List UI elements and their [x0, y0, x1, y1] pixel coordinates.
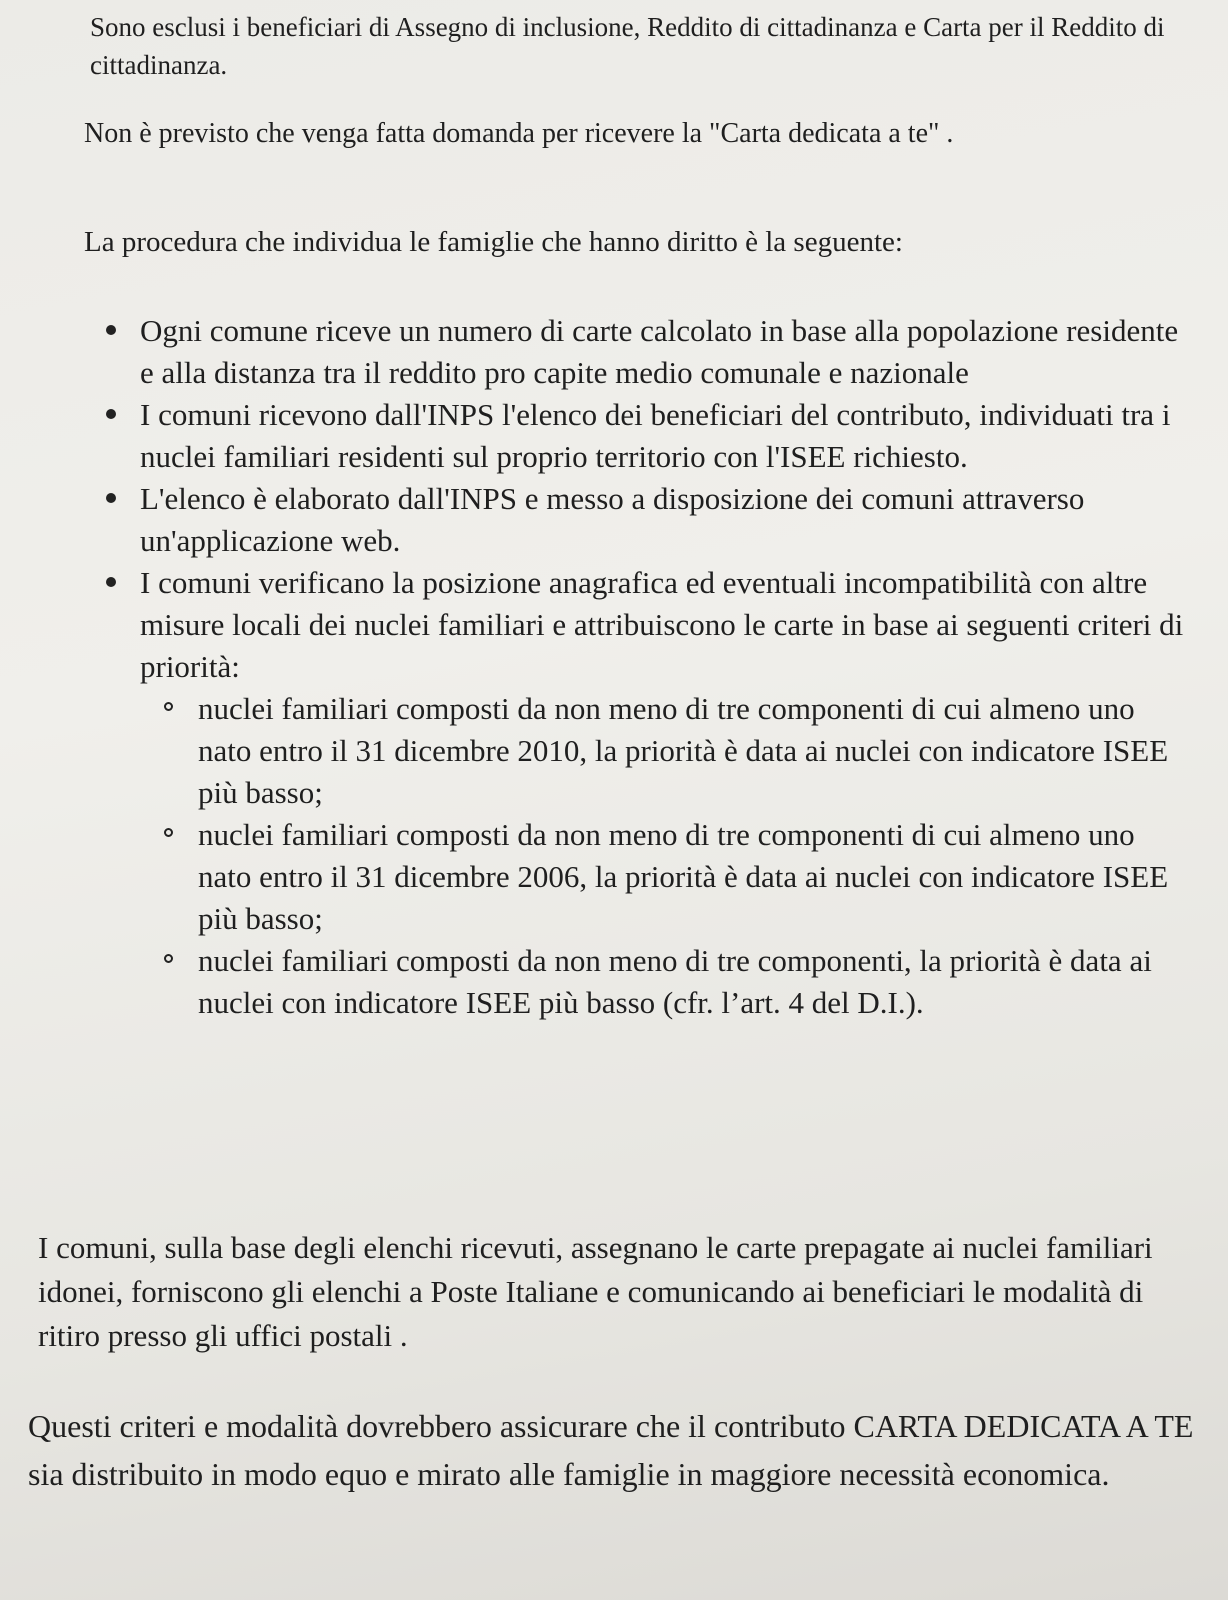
- paragraph-procedure-intro: La procedura che individua le famiglie che hanno diritto è la seguente:: [84, 226, 903, 258]
- priority-criteria-list: [140, 688, 1195, 1024]
- sub-bullet-text: nuclei familiari composti da non meno di tre componenti di cui almeno uno nato entro il 31 dicembre 2006, la priorità è data ai nuclei con indicatore ISEE più basso;: [198, 817, 1169, 936]
- hollow-circle-bullet-icon: [164, 828, 173, 837]
- filled-circle-bullet-icon: [106, 493, 116, 503]
- hollow-circle-bullet-icon: [164, 954, 173, 963]
- sub-bullet-item: [140, 814, 1195, 940]
- filled-circle-bullet-icon: [106, 577, 116, 587]
- sub-bullet-text: nuclei familiari composti da non meno di tre componenti, la priorità è data ai nuclei con indicatore ISEE più basso (cfr. l’art. 4 del D.I.).: [198, 943, 1152, 1020]
- bullet-text: Ogni comune riceve un numero di carte calcolato in base alla popolazione residente e alla distanza tra il reddito pro capite medio comunale e nazionale: [140, 313, 1179, 390]
- paragraph-conclusion: Questi criteri e modalità dovrebbero assicurare che il contributo CARTA DEDICATA A TE sia distribuito in modo equo e mirato alle famiglie in maggiore necessità economica.: [28, 1408, 1194, 1492]
- bullet-item: [100, 394, 1195, 478]
- procedure-bullet-list: [100, 310, 1195, 1024]
- bullet-item: [100, 310, 1195, 394]
- bullet-text: I comuni verificano la posizione anagrafica ed eventuali incompatibilità con altre misure locali dei nuclei familiari e attribuiscono le carte in base ai seguenti criteri di priorità:: [140, 565, 1184, 684]
- bullet-text: L'elenco è elaborato dall'INPS e messo a disposizione dei comuni attraverso un'applicazione web.: [140, 481, 1085, 558]
- sub-bullet-item: [140, 940, 1195, 1024]
- sub-bullet-text: nuclei familiari composti da non meno di tre componenti di cui almeno uno nato entro il 31 dicembre 2010, la priorità è data ai nuclei con indicatore ISEE più basso;: [198, 691, 1169, 810]
- paragraph-no-application: Non è previsto che venga fatta domanda per ricevere la "Carta dedicata a te" .: [84, 118, 954, 149]
- sub-bullet-item: [140, 688, 1195, 814]
- paragraph-exclusions: Sono esclusi i beneficiari di Assegno di inclusione, Reddito di cittadinanza e Carta per il Reddito di cittadinanza.: [90, 12, 1165, 80]
- paragraph-card-assignment: I comuni, sulla base degli elenchi ricevuti, assegnano le carte prepagate ai nuclei familiari idonei, forniscono gli elenchi a Poste Italiane e comunicando ai beneficiari le modalità di ritiro presso gli uffici postali .: [38, 1230, 1153, 1353]
- bullet-text: I comuni ricevono dall'INPS l'elenco dei beneficiari del contributo, individuati tra i nuclei familiari residenti sul proprio territorio con l'ISEE richiesto.: [140, 397, 1171, 474]
- bullet-item: [100, 478, 1195, 562]
- bullet-item: [100, 562, 1195, 1024]
- filled-circle-bullet-icon: [106, 325, 116, 335]
- filled-circle-bullet-icon: [106, 409, 116, 419]
- hollow-circle-bullet-icon: [164, 702, 173, 711]
